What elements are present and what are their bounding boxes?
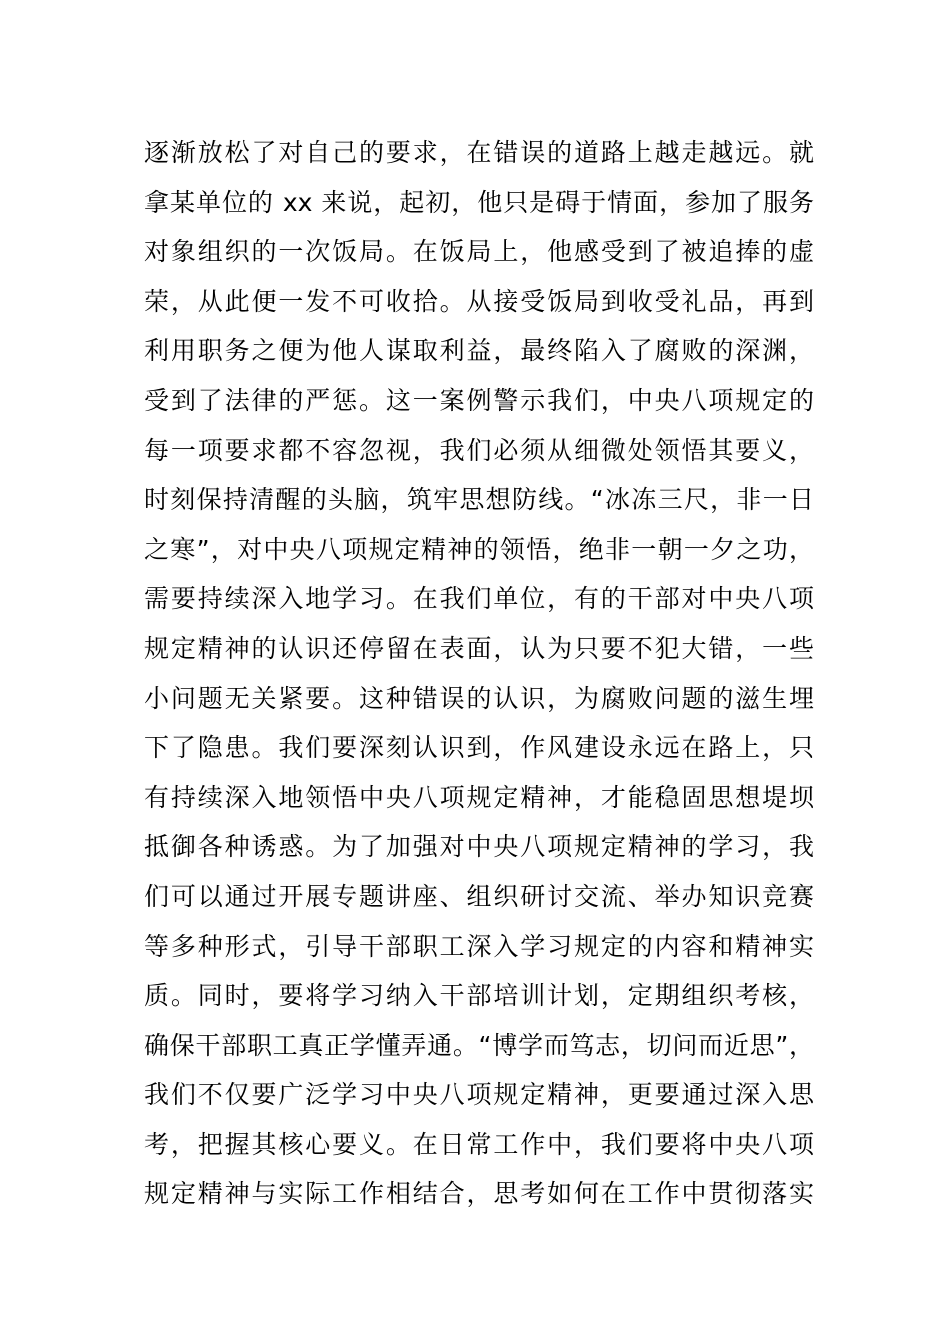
text-line: 考，把握其核心要义。在日常工作中，我们要将中央八项: [144, 1129, 814, 1159]
text-line: 有持续深入地领悟中央八项规定精神，才能稳固思想堤坝: [144, 782, 814, 812]
text-line: 规定精神与实际工作相结合，思考如何在工作中贯彻落实: [144, 1179, 814, 1209]
text-line: 之寒”，对中央八项规定精神的领悟，绝非一朝一夕之功，: [144, 534, 814, 564]
text-line: 时刻保持清醒的头脑，筑牢思想防线。“冰冻三尺，非一日: [144, 485, 814, 515]
text-line: 规定精神的认识还停留在表面，认为只要不犯大错，一些: [144, 633, 814, 663]
text-line: 荣，从此便一发不可收拾。从接受饭局到收受礼品，再到: [144, 286, 814, 316]
text-line: 确保干部职工真正学懂弄通。“博学而笃志，切问而近思”，: [144, 1030, 814, 1060]
text-line: 需要持续深入地学习。在我们单位，有的干部对中央八项: [144, 584, 814, 614]
text-line: 等多种形式，引导干部职工深入学习规定的内容和精神实: [144, 931, 814, 961]
text-line: 质。同时，要将学习纳入干部培训计划，定期组织考核，: [144, 981, 814, 1011]
text-line: 受到了法律的严惩。这一案例警示我们，中央八项规定的: [144, 385, 814, 415]
text-line: 小问题无关紧要。这种错误的认识，为腐败问题的滋生埋: [144, 683, 814, 713]
text-line: 逐渐放松了对自己的要求，在错误的道路上越走越远。就: [144, 138, 814, 167]
text-line: 下了隐患。我们要深刻认识到，作风建设永远在路上，只: [144, 733, 814, 763]
text-line: 每一项要求都不容忽视，我们必须从细微处领悟其要义，: [144, 435, 814, 465]
text-line: 对象组织的一次饭局。在饭局上，他感受到了被追捧的虚: [144, 237, 814, 267]
text-line: 抵御各种诱惑。为了加强对中央八项规定精神的学习，我: [144, 832, 814, 862]
text-line: 拿某单位的 xx 来说，起初，他只是碍于情面，参加了服务: [144, 187, 814, 217]
body-paragraph: [144, 128, 814, 1219]
text-line: 利用职务之便为他人谋取利益，最终陷入了腐败的深渊，: [144, 336, 814, 366]
text-line: 们可以通过开展专题讲座、组织研讨交流、举办知识竞赛: [144, 881, 814, 911]
text-line: 我们不仅要广泛学习中央八项规定精神，更要通过深入思: [144, 1080, 814, 1110]
